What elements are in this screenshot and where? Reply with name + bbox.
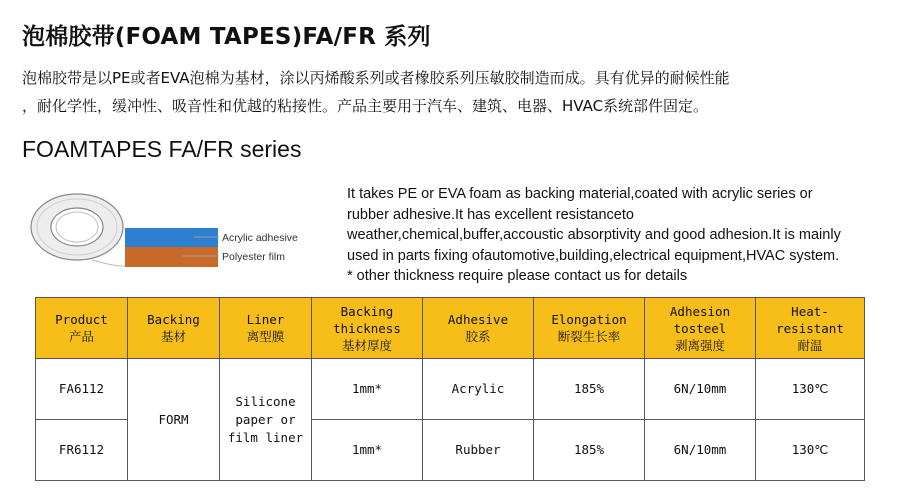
label-polyester-film: Polyester film [222, 251, 286, 263]
cell-elongation: 185% [534, 359, 645, 420]
cell-adhesion: 6N/10mm [645, 420, 756, 481]
label-acrylic-adhesive: Acrylic adhesive [222, 232, 298, 244]
description-en-line-1: It takes PE or EVA foam as backing material,coated with acrylic series or [347, 186, 813, 202]
description-cn-line-1: 泡棉胶带是以PE或者EVA泡棉为基材，涂以丙烯酸系列或者橡胶系列压敏胶制造而成。具有优异的耐候性能 [22, 69, 730, 87]
cell-elongation: 185% [534, 420, 645, 481]
header-backing: Backing 基材 [128, 298, 220, 359]
page-title-cn: 泡棉胶带(FOAM TAPES)FA/FR 系列 [22, 24, 431, 50]
polyester-film-layer [125, 247, 218, 267]
header-liner: Liner 离型膜 [220, 298, 312, 359]
header-adhesion: Adhesion tosteel 剥离强度 [645, 298, 756, 359]
description-en-line-2: rubber adhesive.It has excellent resistanceto [347, 206, 634, 223]
cell-thickness: 1mm* [312, 359, 423, 420]
cell-thickness: 1mm* [312, 420, 423, 481]
cell-product: FR6112 [36, 420, 128, 481]
cell-product: FA6112 [36, 359, 128, 420]
cell-liner: Silicone paper or film liner [220, 359, 312, 481]
description-en [347, 184, 912, 287]
description-en-line-5: * other thickness require please contact us for details [347, 268, 688, 284]
description-cn [22, 64, 907, 120]
header-backing-thickness: Backing thickness 基材厚度 [312, 298, 423, 359]
cell-adhesive: Rubber [423, 420, 534, 481]
table-row [36, 359, 865, 420]
cell-heat: 130℃ [756, 420, 865, 481]
cell-adhesive: Acrylic [423, 359, 534, 420]
cell-backing: FORM [128, 359, 220, 481]
description-en-line-4: used in parts fixing ofautomotive,building,electrical equipment,HVAC system. [347, 247, 840, 264]
cell-heat: 130℃ [756, 359, 865, 420]
tape-roll-illustration [31, 194, 126, 266]
tape-structure-diagram [22, 182, 332, 292]
description-cn-line-2: ，耐化学性，缓冲性、吸音性和优越的粘接性。产品主要用于汽车、建筑、电器、HVAC系统部件固定。 [22, 97, 709, 115]
spec-table [35, 297, 865, 481]
header-adhesive: Adhesive 胶系 [423, 298, 534, 359]
description-en-line-3: weather,chemical,buffer,accoustic absorptivity and good adhesion.It is mainly [347, 227, 841, 243]
cell-adhesion: 6N/10mm [645, 359, 756, 420]
header-product: Product 产品 [36, 298, 128, 359]
table-header-row [36, 298, 865, 359]
header-elongation: Elongation 断裂生长率 [534, 298, 645, 359]
header-heat-resistant: Heat-resistant 耐温 [756, 298, 865, 359]
page-title-en: FOAMTAPES FA/FR series [22, 136, 302, 162]
